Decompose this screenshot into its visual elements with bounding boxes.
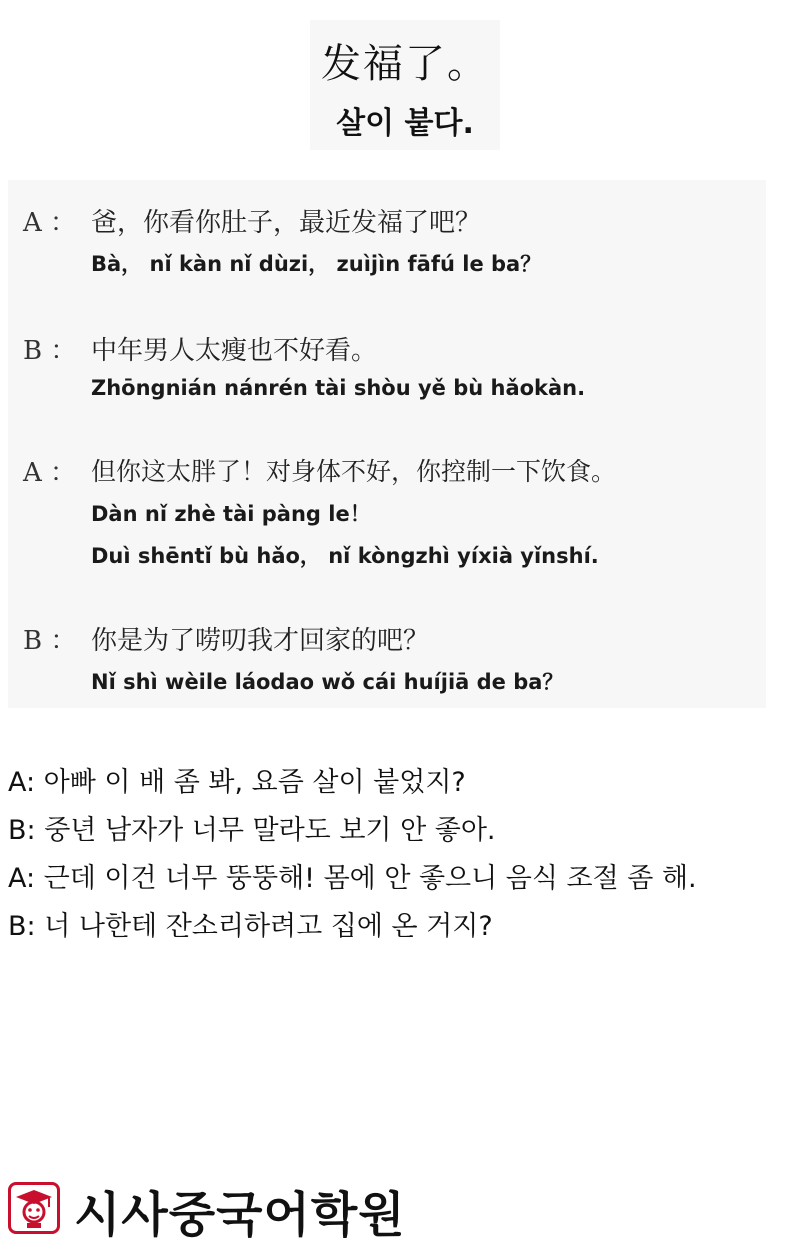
title-box — [310, 20, 500, 150]
pinyin-line: Nǐ shì wèile láodao wǒ cái huíjiā de ba？ — [91, 670, 564, 694]
chinese-line: 爸，你看你肚子，最近发福了吧？ — [91, 208, 482, 238]
korean-line: A: 아빠 이 배 좀 봐, 요즘 살이 붙었지? — [8, 767, 466, 798]
speaker-label: A ： — [23, 458, 77, 488]
pinyin-line: Dàn nǐ zhè tài pàng le！ — [91, 502, 371, 526]
dialogue-box — [8, 180, 766, 708]
korean-translation — [8, 760, 697, 952]
title-korean: 살이 붙다. — [336, 106, 474, 141]
speaker-label: B ： — [23, 626, 77, 656]
speaker-label: B ： — [23, 336, 77, 366]
logo-text: 시사중국어학원 — [74, 1187, 406, 1243]
mascot-logo-icon — [8, 1182, 60, 1234]
korean-line: B: 중년 남자가 너무 말라도 보기 안 좋아. — [8, 815, 496, 846]
pinyin-line: Bà， nǐ kàn nǐ dùzi， zuìjìn fāfú le ba？ — [91, 252, 542, 276]
korean-line: A: 근데 이건 너무 뚱뚱해! 몸에 안 좋으니 음식 조절 좀 해. — [8, 863, 697, 894]
pinyin-line: Zhōngnián nánrén tài shòu yě bù hǎokàn. — [91, 376, 586, 400]
pinyin-line: Duì shēntǐ bù hǎo， nǐ kòngzhì yíxià yǐnshí. — [91, 544, 599, 568]
chinese-line: 你是为了唠叨我才回家的吧？ — [91, 626, 430, 656]
speaker-label: A ： — [23, 208, 77, 238]
korean-line: B: 너 나한테 잔소리하려고 집에 온 거지? — [8, 911, 493, 942]
chinese-line: 但你这太胖了！对身体不好，你控制一下饮食。 — [91, 457, 617, 486]
chinese-line: 中年男人太瘦也不好看。 — [91, 336, 378, 366]
title-chinese: 发福了。 — [321, 41, 489, 87]
